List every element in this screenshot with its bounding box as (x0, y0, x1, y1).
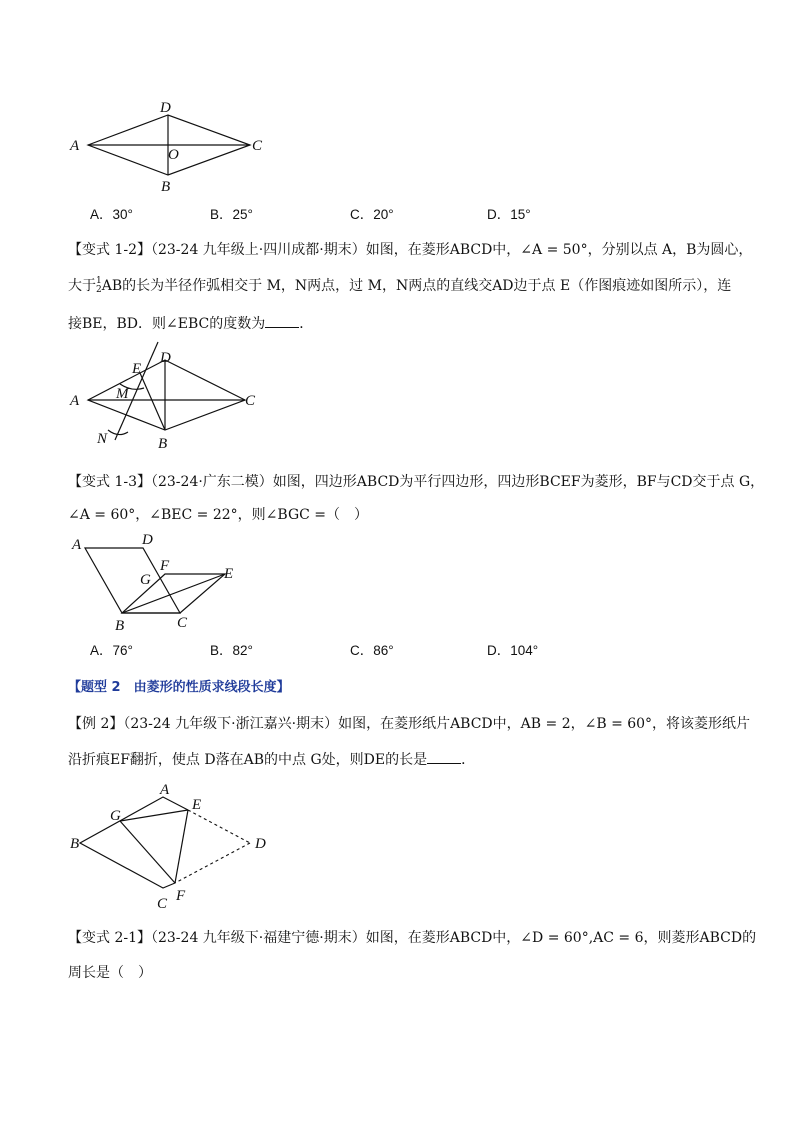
ex2-line2 (68, 749, 475, 770)
figure-folded-rhombus (60, 780, 290, 915)
label-d: D (160, 350, 171, 366)
q1-2-line3-text: 接BE，BD．则∠EBC的度数为 (68, 316, 266, 332)
option-a: A．30° (90, 207, 133, 222)
fraction-denominator: 2 (96, 285, 102, 295)
q1-3-line1: 【变式 1-3】（23-24·广东二模）如图，四边形ABCD为平行四边形，四边形BCEF为菱形，BF与CD交于点 G， (68, 474, 765, 490)
option-d: D．104° (487, 643, 539, 658)
label-o: O (168, 147, 179, 163)
fraction-numerator: 1 (96, 276, 102, 286)
label-b: B (161, 179, 171, 195)
label-a: A (72, 537, 82, 553)
label-b: B (115, 618, 125, 633)
q1-2-line2 (68, 276, 731, 296)
q1-2-line3 (68, 313, 313, 334)
label-c: C (245, 393, 256, 409)
label-n: N (97, 431, 108, 447)
label-d: D (142, 532, 153, 548)
label-g: G (140, 572, 151, 588)
option-c: C．20° (350, 207, 394, 222)
label-a: A (70, 138, 80, 154)
label-f: F (176, 888, 186, 904)
figure-rhombus-construction (60, 340, 280, 450)
q1-2-line2-post: AB的长为半径作弧相交于 M，N两点，过 M，N两点的直线交AD边于点 E（作图痕迹如图所示），连 (101, 278, 732, 294)
label-e: E (132, 361, 142, 377)
q1-2-line2-pre: 大于 (68, 278, 96, 294)
ex2-line2-end: ． (461, 752, 476, 768)
label-b: B (158, 436, 168, 450)
q1-3-line2: ∠A = 60°，∠BEC = 22°，则∠BGC =（ ） (68, 507, 369, 523)
ex2-line2-text: 沿折痕EF翻折，使点 D落在AB的中点 G处，则DE的长是 (68, 752, 428, 768)
label-g: G (110, 808, 121, 824)
label-d: D (160, 100, 171, 116)
answer-blank (265, 313, 299, 328)
option-b: B．25° (210, 207, 253, 222)
label-c: C (177, 615, 188, 631)
figure-parallelogram-rhombus (60, 528, 260, 633)
label-m: M (116, 386, 129, 402)
label-a: A (70, 393, 80, 409)
label-e: E (224, 566, 234, 582)
label-b: B (70, 836, 80, 852)
label-e: E (192, 797, 202, 813)
option-b: B．82° (210, 643, 253, 658)
label-f: F (160, 558, 170, 574)
ex2-line1: 【例 2】（23-24 九年级下·浙江嘉兴·期末）如图，在菱形纸片ABCD中，AB = 2，∠B = 60°，将该菱形纸片 (68, 716, 751, 732)
label-c: C (252, 138, 263, 154)
option-c: C．86° (350, 643, 394, 658)
label-a: A (160, 782, 170, 798)
label-c: C (157, 896, 168, 912)
label-d: D (255, 836, 266, 852)
option-d: D．15° (487, 207, 531, 222)
q1-2-line1: 【变式 1-2】（23-24 九年级上·四川成都·期末）如图，在菱形ABCD中，∠A = 50°，分别以点 A，B为圆心， (68, 242, 753, 258)
q2-1-line1: 【变式 2-1】（23-24 九年级下·福建宁德·期末）如图，在菱形ABCD中，∠D = 60°,AC = 6，则菱形ABCD的 (68, 930, 757, 946)
option-a: A．76° (90, 643, 133, 658)
section-title: 【题型 2 由菱形的性质求线段长度】 (68, 680, 290, 695)
answer-blank (427, 749, 461, 764)
q1-2-line3-end: ． (299, 316, 314, 332)
q2-1-line2: 周长是（ ） (68, 965, 152, 981)
figure-rhombus-diagonals (60, 95, 280, 200)
